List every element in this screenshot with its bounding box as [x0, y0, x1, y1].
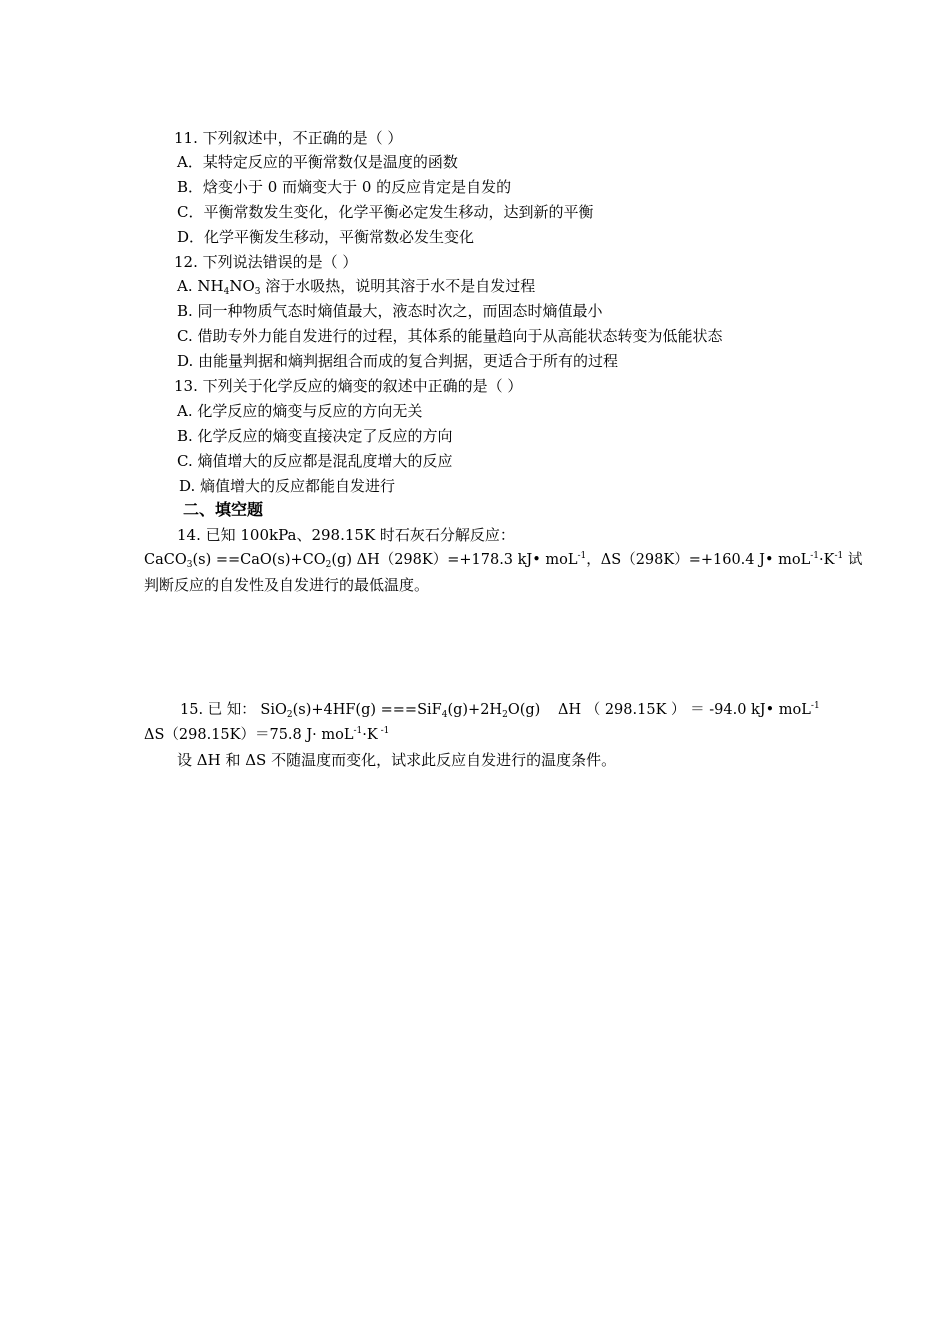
q15-question: 设 ΔH 和 ΔS 不随温度而变化，试求此反应自发进行的温度条件。 [177, 751, 617, 769]
q11-option-d: D．化学平衡发生移动，平衡常数必发生变化 [177, 228, 475, 246]
q15-enthalpy: ΔH （ 298.15K ） ＝ -94.0 kJ• moL$^{-1}$ [558, 701, 820, 718]
q14-equation: CaCO$_3$(s) $==CaO(s)+CO_2(g)$ ΔH（298K）=+178.3 kJ• moL$^{-1}$，ΔS（298K）=+160.4 J• $moL^{-1}\cdot K^{-1}$ 试 [144, 551, 863, 570]
q13-option-b: B. 化学反应的熵变直接决定了反应的方向 [177, 427, 453, 445]
q13-option-c: C. 熵值增大的反应都是混乱度增大的反应 [177, 452, 453, 470]
q12-option-c: C. 借助专外力能自发进行的过程，其体系的能量趋向于从高能状态转变为低能状态 [177, 327, 723, 345]
q14-question: 判断反应的自发性及自发进行的最低温度。 [144, 576, 430, 594]
q11-option-b: B．焓变小于 0 而熵变大于 0 的反应肯定是自发的 [177, 178, 512, 196]
q13-option-d: D. 熵值增大的反应都能自发进行 [179, 477, 396, 495]
q15-equation: 15. 已 知： $SiO_2(s)+4HF(g) ===SiF_4(g)+2H_2O(g)$ [180, 702, 541, 720]
section-heading: 二、填空题 [183, 500, 264, 519]
q12-option-a: A. $NH_4NO_3$ 溶于水吸热，说明其溶于水不是自发过程 [177, 277, 536, 297]
q14-intro: 14. 已知 100kPa、298.15K 时石灰石分解反应： [177, 526, 515, 544]
q12-stem: 12. 下列说法错误的是（ ） [174, 253, 358, 271]
q12-option-d: D. 由能量判据和熵判据组合而成的复合判据，更适合于所有的过程 [177, 352, 619, 370]
q13-stem: 13. 下列关于化学反应的熵变的叙述中正确的是（ ） [174, 377, 523, 395]
q15-entropy: ΔS（298.15K）＝75.8 J· moL$^{-1}$·K $^{-1}$ [144, 726, 390, 743]
q11-stem: 11. 下列叙述中，不正确的是（ ） [174, 129, 403, 147]
q12-option-b: B. 同一种物质气态时熵值最大，液态时次之，而固态时熵值最小 [177, 302, 603, 320]
q11-option-c: C．平衡常数发生变化，化学平衡必定发生移动，达到新的平衡 [177, 203, 594, 221]
q13-option-a: A. 化学反应的熵变与反应的方向无关 [177, 402, 423, 420]
q11-option-a: A．某特定反应的平衡常数仅是温度的函数 [177, 153, 458, 171]
